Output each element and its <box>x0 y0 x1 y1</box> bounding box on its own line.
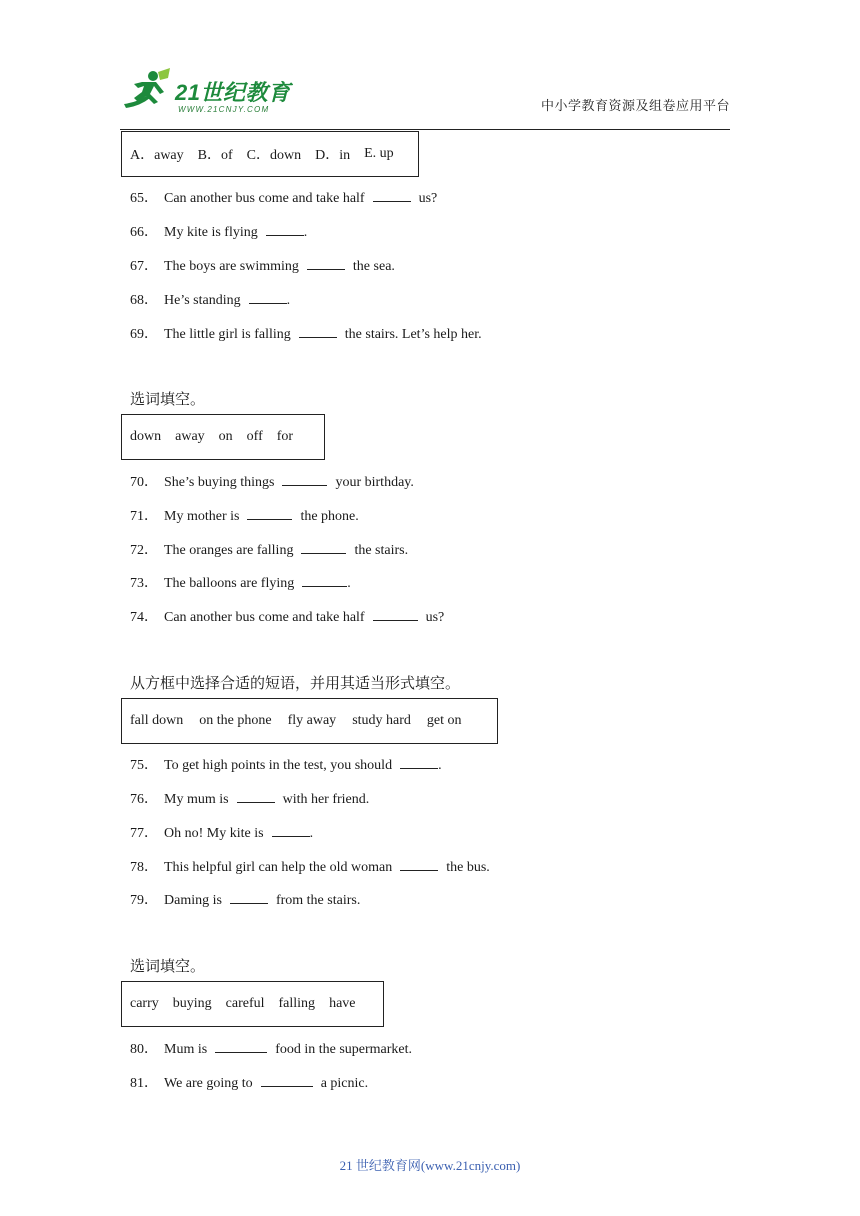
question-number: 77． <box>130 826 158 841</box>
word-option: have <box>329 996 356 1011</box>
question-text: food in the supermarket. <box>275 1042 413 1057</box>
question <box>130 1072 368 1092</box>
word-option: buying <box>172 996 212 1011</box>
question-text: My mum is <box>164 792 229 807</box>
question-text: She’s buying things <box>164 475 275 490</box>
word-option: on the phone <box>199 713 272 728</box>
logo <box>120 68 172 112</box>
answer-blank[interactable] <box>272 825 310 837</box>
question <box>130 289 290 309</box>
answer-blank[interactable] <box>249 292 287 304</box>
question-text: My mother is <box>164 509 240 524</box>
question-text: To get high points in the test, you should <box>164 758 393 773</box>
question-text: us? <box>418 191 438 206</box>
question-number: 78． <box>130 860 158 875</box>
word-option: falling <box>278 996 316 1011</box>
answer-blank[interactable] <box>373 190 411 202</box>
question <box>130 187 437 207</box>
question-text: Can another bus come and take half <box>164 610 365 625</box>
word-option: carry <box>130 996 159 1011</box>
word-option: A．away <box>130 148 184 163</box>
word-box <box>121 698 498 744</box>
answer-blank[interactable] <box>400 757 438 769</box>
word-option: E. up <box>364 146 394 161</box>
question-number: 76． <box>130 792 158 807</box>
question <box>130 856 490 876</box>
question-text: . <box>286 293 291 308</box>
question-text: a picnic. <box>320 1076 369 1091</box>
question-number: 75． <box>130 758 158 773</box>
answer-blank[interactable] <box>215 1041 267 1053</box>
question-number: 74． <box>130 610 158 625</box>
word-box <box>121 414 325 460</box>
question-text: the stairs. Let’s help her. <box>344 327 482 342</box>
question-text: . <box>309 826 314 841</box>
answer-blank[interactable] <box>282 474 327 486</box>
answer-blank[interactable] <box>237 791 275 803</box>
question-text: Can another bus come and take half <box>164 191 365 206</box>
header-tagline: 中小学教育资源及组卷应用平台 <box>540 99 730 114</box>
question-number: 65． <box>130 191 158 206</box>
question <box>130 606 444 626</box>
word-option: C．down <box>246 148 302 163</box>
question-text: . <box>303 225 308 240</box>
answer-blank[interactable] <box>247 508 292 520</box>
runner-logo-icon <box>120 68 172 112</box>
word-option: careful <box>225 996 265 1011</box>
word-option: away <box>175 429 205 444</box>
question-text: My kite is flying <box>164 225 258 240</box>
question-text: us? <box>425 610 445 625</box>
section-heading: 从方框中选择合适的短语，并用其适当形式填空。 <box>130 674 461 692</box>
word-option: D．in <box>315 148 351 163</box>
question <box>130 505 359 525</box>
question <box>130 539 408 559</box>
question-text: your birthday. <box>335 475 414 490</box>
question-text: This helpful girl can help the old woman <box>164 860 393 875</box>
question-number: 68． <box>130 293 158 308</box>
word-option: B．of <box>197 148 233 163</box>
question-text: from the stairs. <box>275 893 361 908</box>
word-box <box>121 981 384 1027</box>
question-number: 69． <box>130 327 158 342</box>
question-text: The little girl is falling <box>164 327 291 342</box>
word-box <box>121 131 419 177</box>
question-number: 70． <box>130 475 158 490</box>
question-number: 73． <box>130 576 158 591</box>
brand-url: WWW.21CNJY.COM <box>178 105 270 114</box>
question <box>130 572 351 592</box>
word-option: on <box>218 429 233 444</box>
section-heading: 选词填空。 <box>130 390 206 408</box>
question-text: He’s standing <box>164 293 241 308</box>
question-number: 71． <box>130 509 158 524</box>
question-text: We are going to <box>164 1076 253 1091</box>
question <box>130 255 395 275</box>
word-option: get on <box>426 713 462 728</box>
question-text: The oranges are falling <box>164 543 294 558</box>
answer-blank[interactable] <box>230 892 268 904</box>
question-number: 81． <box>130 1076 158 1091</box>
word-option: for <box>276 429 294 444</box>
answer-blank[interactable] <box>400 859 438 871</box>
question-text: The balloons are flying <box>164 576 295 591</box>
word-option: study hard <box>352 713 411 728</box>
question <box>130 323 482 343</box>
question-text: Mum is <box>164 1042 208 1057</box>
page-footer[interactable]: 21 世纪教育网(www.21cnjy.com) <box>339 1158 521 1173</box>
word-option: fly away <box>287 713 337 728</box>
page-header <box>120 62 730 130</box>
question <box>130 754 442 774</box>
answer-blank[interactable] <box>261 1075 313 1087</box>
question-text: . <box>438 758 442 773</box>
header-divider <box>120 129 730 130</box>
answer-blank[interactable] <box>301 542 346 554</box>
question <box>130 221 307 241</box>
answer-blank[interactable] <box>299 326 337 338</box>
question-number: 66． <box>130 225 158 240</box>
question-text: the stairs. <box>354 543 409 558</box>
question <box>130 1038 412 1058</box>
question-text: the bus. <box>446 860 490 875</box>
answer-blank[interactable] <box>307 258 345 270</box>
question <box>130 788 369 808</box>
answer-blank[interactable] <box>302 575 347 587</box>
brand-name: 21世纪教育 <box>175 80 291 105</box>
question-number: 80． <box>130 1042 158 1057</box>
question-text: . <box>347 576 351 591</box>
question-text: Oh no! My kite is <box>164 826 264 841</box>
question-text: with her friend. <box>282 792 370 807</box>
question <box>130 471 414 491</box>
question <box>130 889 360 909</box>
question-number: 79． <box>130 893 158 908</box>
section-heading: 选词填空。 <box>130 957 206 975</box>
question-text: the sea. <box>352 259 395 274</box>
answer-blank[interactable] <box>373 609 418 621</box>
word-option: off <box>246 429 263 444</box>
question-number: 72． <box>130 543 158 558</box>
word-option: fall down <box>130 713 184 728</box>
question-number: 67． <box>130 259 158 274</box>
question-text: the phone. <box>300 509 359 524</box>
answer-blank[interactable] <box>266 224 304 236</box>
question-text: Daming is <box>164 893 222 908</box>
question <box>130 822 313 842</box>
question-text: The boys are swimming <box>164 259 299 274</box>
word-option: down <box>130 429 162 444</box>
